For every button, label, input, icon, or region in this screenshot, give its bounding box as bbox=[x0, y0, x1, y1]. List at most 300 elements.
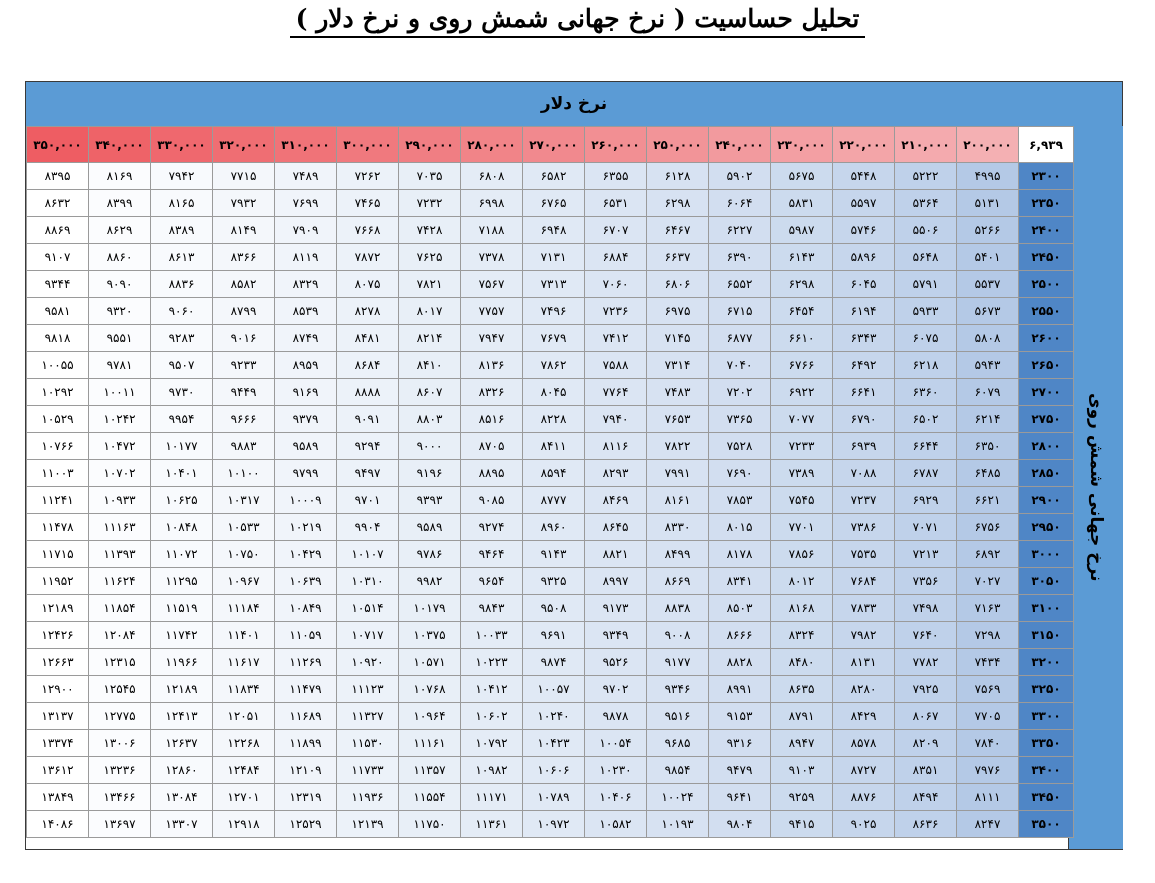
column-header: ۳۵۰,۰۰۰ bbox=[27, 127, 89, 163]
value-cell: ۱۰۷۶۸ bbox=[399, 676, 461, 703]
value-cell: ۹۱۹۶ bbox=[399, 460, 461, 487]
value-cell: ۹۱۷۷ bbox=[647, 649, 709, 676]
table-row bbox=[27, 298, 1074, 325]
value-cell: ۸۴۲۹ bbox=[833, 703, 895, 730]
value-cell: ۶۷۸۷ bbox=[895, 460, 957, 487]
value-cell: ۷۸۵۳ bbox=[709, 487, 771, 514]
value-cell: ۱۱۳۵۷ bbox=[399, 757, 461, 784]
value-cell: ۱۲۲۶۸ bbox=[213, 730, 275, 757]
value-cell: ۹۱۴۳ bbox=[523, 541, 585, 568]
value-cell: ۸۲۸۰ bbox=[833, 676, 895, 703]
value-cell: ۶۳۴۳ bbox=[833, 325, 895, 352]
value-cell: ۸۴۱۱ bbox=[523, 433, 585, 460]
value-cell: ۱۱۵۱۹ bbox=[151, 595, 213, 622]
value-cell: ۸۰۱۵ bbox=[709, 514, 771, 541]
value-cell: ۹۳۴۴ bbox=[27, 271, 89, 298]
page-title: تحلیل حساسیت ( نرخ جهانی شمش روی و نرخ دلار ) bbox=[290, 4, 866, 38]
row-axis-label: نرخ جهانی شمش روی bbox=[1086, 393, 1106, 582]
value-cell: ۸۳۶۶ bbox=[213, 244, 275, 271]
value-cell: ۱۲۶۳۷ bbox=[151, 730, 213, 757]
value-cell: ۷۵۳۵ bbox=[833, 541, 895, 568]
corner-value: ۶,۹۳۹ bbox=[1019, 127, 1074, 163]
value-cell: ۱۱۳۶۱ bbox=[461, 811, 523, 838]
value-cell: ۱۳۳۰۷ bbox=[151, 811, 213, 838]
value-cell: ۱۰۰۳۳ bbox=[461, 622, 523, 649]
value-cell: ۹۱۶۹ bbox=[275, 379, 337, 406]
value-cell: ۹۸۷۴ bbox=[523, 649, 585, 676]
value-cell: ۹۰۰۸ bbox=[647, 622, 709, 649]
value-cell: ۶۷۰۷ bbox=[585, 217, 647, 244]
value-cell: ۱۰۹۳۳ bbox=[89, 487, 151, 514]
value-cell: ۱۰۴۲۹ bbox=[275, 541, 337, 568]
value-cell: ۶۳۹۰ bbox=[709, 244, 771, 271]
value-cell: ۸۵۰۳ bbox=[709, 595, 771, 622]
value-cell: ۹۵۵۱ bbox=[89, 325, 151, 352]
column-header: ۲۶۰,۰۰۰ bbox=[585, 127, 647, 163]
value-cell: ۷۹۳۲ bbox=[213, 190, 275, 217]
value-cell: ۸۲۰۹ bbox=[895, 730, 957, 757]
table-row bbox=[27, 379, 1074, 406]
value-cell: ۱۲۴۸۴ bbox=[213, 757, 275, 784]
value-cell: ۸۳۲۹ bbox=[275, 271, 337, 298]
row-header: ۲۷۰۰ bbox=[1019, 379, 1074, 406]
value-cell: ۸۱۶۵ bbox=[151, 190, 213, 217]
value-cell: ۷۴۳۴ bbox=[957, 649, 1019, 676]
value-cell: ۱۲۷۷۵ bbox=[89, 703, 151, 730]
value-cell: ۸۴۹۴ bbox=[895, 784, 957, 811]
value-cell: ۹۰۱۶ bbox=[213, 325, 275, 352]
value-cell: ۹۱۵۳ bbox=[709, 703, 771, 730]
value-cell: ۸۸۰۳ bbox=[399, 406, 461, 433]
value-cell: ۶۶۴۱ bbox=[833, 379, 895, 406]
value-cell: ۱۲۴۱۳ bbox=[151, 703, 213, 730]
value-cell: ۵۵۹۷ bbox=[833, 190, 895, 217]
value-cell: ۱۱۱۶۳ bbox=[89, 514, 151, 541]
column-header: ۲۲۰,۰۰۰ bbox=[833, 127, 895, 163]
value-cell: ۹۸۷۸ bbox=[585, 703, 647, 730]
row-header: ۳۰۵۰ bbox=[1019, 568, 1074, 595]
value-cell: ۷۵۸۸ bbox=[585, 352, 647, 379]
value-cell: ۱۰۷۵۰ bbox=[213, 541, 275, 568]
value-cell: ۹۰۰۰ bbox=[399, 433, 461, 460]
value-cell: ۷۰۸۸ bbox=[833, 460, 895, 487]
value-cell: ۹۴۶۴ bbox=[461, 541, 523, 568]
value-cell: ۷۳۱۳ bbox=[523, 271, 585, 298]
value-cell: ۹۵۸۹ bbox=[399, 514, 461, 541]
value-cell: ۸۰۱۷ bbox=[399, 298, 461, 325]
value-cell: ۱۱۶۲۴ bbox=[89, 568, 151, 595]
value-cell: ۷۷۰۵ bbox=[957, 703, 1019, 730]
value-cell: ۹۳۹۳ bbox=[399, 487, 461, 514]
table-row bbox=[27, 217, 1074, 244]
column-header: ۳۴۰,۰۰۰ bbox=[89, 127, 151, 163]
value-cell: ۱۲۱۸۹ bbox=[151, 676, 213, 703]
value-cell: ۹۷۳۰ bbox=[151, 379, 213, 406]
value-cell: ۱۱۱۲۳ bbox=[337, 676, 399, 703]
value-cell: ۸۶۱۳ bbox=[151, 244, 213, 271]
value-cell: ۵۳۶۴ bbox=[895, 190, 957, 217]
value-cell: ۸۴۱۰ bbox=[399, 352, 461, 379]
value-cell: ۱۰۰۵۵ bbox=[27, 352, 89, 379]
value-cell: ۷۴۲۸ bbox=[399, 217, 461, 244]
value-cell: ۱۲۰۵۱ bbox=[213, 703, 275, 730]
value-cell: ۱۰۱۰۷ bbox=[337, 541, 399, 568]
table-row bbox=[27, 190, 1074, 217]
row-header: ۳۲۰۰ bbox=[1019, 649, 1074, 676]
value-cell: ۷۸۴۰ bbox=[957, 730, 1019, 757]
value-cell: ۴۹۹۵ bbox=[957, 163, 1019, 190]
table-row bbox=[27, 676, 1074, 703]
value-cell: ۷۲۳۷ bbox=[833, 487, 895, 514]
value-cell: ۹۴۴۹ bbox=[213, 379, 275, 406]
value-cell: ۶۹۲۹ bbox=[895, 487, 957, 514]
value-cell: ۸۳۵۱ bbox=[895, 757, 957, 784]
value-cell: ۸۵۷۸ bbox=[833, 730, 895, 757]
value-cell: ۱۱۳۲۷ bbox=[337, 703, 399, 730]
value-cell: ۷۶۵۳ bbox=[647, 406, 709, 433]
value-cell: ۸۸۳۸ bbox=[647, 595, 709, 622]
value-cell: ۷۲۳۲ bbox=[399, 190, 461, 217]
value-cell: ۶۵۰۲ bbox=[895, 406, 957, 433]
value-cell: ۸۶۰۷ bbox=[399, 379, 461, 406]
value-cell: ۸۵۱۶ bbox=[461, 406, 523, 433]
value-cell: ۱۱۴۰۱ bbox=[213, 622, 275, 649]
value-cell: ۱۰۹۲۰ bbox=[337, 649, 399, 676]
value-cell: ۱۰۹۶۴ bbox=[399, 703, 461, 730]
value-cell: ۱۰۶۰۶ bbox=[523, 757, 585, 784]
row-header: ۲۳۵۰ bbox=[1019, 190, 1074, 217]
row-header: ۲۴۵۰ bbox=[1019, 244, 1074, 271]
value-cell: ۱۱۵۵۴ bbox=[399, 784, 461, 811]
value-cell: ۸۸۸۸ bbox=[337, 379, 399, 406]
value-cell: ۱۰۵۲۹ bbox=[27, 406, 89, 433]
table-row bbox=[27, 730, 1074, 757]
value-cell: ۱۰۲۳۰ bbox=[585, 757, 647, 784]
value-cell: ۱۱۷۵۰ bbox=[399, 811, 461, 838]
value-cell: ۱۲۰۸۴ bbox=[89, 622, 151, 649]
value-cell: ۸۷۲۷ bbox=[833, 757, 895, 784]
value-cell: ۱۱۶۸۹ bbox=[275, 703, 337, 730]
value-cell: ۶۳۶۰ bbox=[895, 379, 957, 406]
value-cell: ۸۸۳۶ bbox=[151, 271, 213, 298]
value-cell: ۷۱۴۵ bbox=[647, 325, 709, 352]
value-cell: ۶۱۴۳ bbox=[771, 244, 833, 271]
value-cell: ۸۶۲۹ bbox=[89, 217, 151, 244]
value-cell: ۱۳۰۰۶ bbox=[89, 730, 151, 757]
value-cell: ۸۹۹۷ bbox=[585, 568, 647, 595]
value-cell: ۶۲۱۴ bbox=[957, 406, 1019, 433]
value-cell: ۱۲۹۱۸ bbox=[213, 811, 275, 838]
column-header: ۲۰۰,۰۰۰ bbox=[957, 127, 1019, 163]
value-cell: ۸۳۹۹ bbox=[89, 190, 151, 217]
value-cell: ۱۳۰۸۴ bbox=[151, 784, 213, 811]
value-cell: ۱۰۱۷۹ bbox=[399, 595, 461, 622]
value-cell: ۱۱۸۳۴ bbox=[213, 676, 275, 703]
value-cell: ۱۱۹۶۶ bbox=[151, 649, 213, 676]
value-cell: ۱۱۷۱۵ bbox=[27, 541, 89, 568]
table-row bbox=[27, 649, 1074, 676]
value-cell: ۸۹۶۰ bbox=[523, 514, 585, 541]
value-cell: ۵۶۷۳ bbox=[957, 298, 1019, 325]
value-cell: ۹۷۰۱ bbox=[337, 487, 399, 514]
value-cell: ۸۱۳۶ bbox=[461, 352, 523, 379]
value-cell: ۶۰۶۴ bbox=[709, 190, 771, 217]
value-cell: ۷۳۸۹ bbox=[771, 460, 833, 487]
value-cell: ۷۵۶۹ bbox=[957, 676, 1019, 703]
row-header: ۳۵۰۰ bbox=[1019, 811, 1074, 838]
row-header: ۲۸۵۰ bbox=[1019, 460, 1074, 487]
row-header: ۲۸۰۰ bbox=[1019, 433, 1074, 460]
column-header: ۲۹۰,۰۰۰ bbox=[399, 127, 461, 163]
row-header: ۳۰۰۰ bbox=[1019, 541, 1074, 568]
value-cell: ۹۹۸۲ bbox=[399, 568, 461, 595]
value-cell: ۵۶۴۸ bbox=[895, 244, 957, 271]
value-cell: ۸۸۶۹ bbox=[27, 217, 89, 244]
row-header: ۳۴۰۰ bbox=[1019, 757, 1074, 784]
value-cell: ۶۹۴۸ bbox=[523, 217, 585, 244]
value-cell: ۱۲۱۳۹ bbox=[337, 811, 399, 838]
value-cell: ۹۶۹۱ bbox=[523, 622, 585, 649]
value-cell: ۱۱۳۹۳ bbox=[89, 541, 151, 568]
value-cell: ۶۳۵۵ bbox=[585, 163, 647, 190]
value-cell: ۱۰۵۸۲ bbox=[585, 811, 647, 838]
value-cell: ۷۶۴۰ bbox=[895, 622, 957, 649]
value-cell: ۷۶۲۵ bbox=[399, 244, 461, 271]
value-cell: ۹۷۰۲ bbox=[585, 676, 647, 703]
value-cell: ۷۵۲۸ bbox=[709, 433, 771, 460]
value-cell: ۷۴۱۲ bbox=[585, 325, 647, 352]
value-cell: ۶۲۹۸ bbox=[771, 271, 833, 298]
value-cell: ۱۰۰۱۱ bbox=[89, 379, 151, 406]
value-cell: ۱۰۷۹۲ bbox=[461, 730, 523, 757]
value-cell: ۱۱۹۳۶ bbox=[337, 784, 399, 811]
value-cell: ۷۳۷۸ bbox=[461, 244, 523, 271]
value-cell: ۸۳۲۶ bbox=[461, 379, 523, 406]
value-cell: ۱۰۹۷۲ bbox=[523, 811, 585, 838]
value-cell: ۸۳۲۴ bbox=[771, 622, 833, 649]
value-cell: ۱۰۹۸۲ bbox=[461, 757, 523, 784]
value-cell: ۱۱۴۷۸ bbox=[27, 514, 89, 541]
value-cell: ۶۸۰۶ bbox=[647, 271, 709, 298]
column-header: ۲۴۰,۰۰۰ bbox=[709, 127, 771, 163]
row-header: ۳۲۵۰ bbox=[1019, 676, 1074, 703]
value-cell: ۱۰۲۴۰ bbox=[523, 703, 585, 730]
value-cell: ۱۰۹۶۷ bbox=[213, 568, 275, 595]
value-cell: ۱۲۴۲۶ bbox=[27, 622, 89, 649]
value-cell: ۸۷۷۷ bbox=[523, 487, 585, 514]
value-cell: ۹۶۸۵ bbox=[647, 730, 709, 757]
row-header: ۳۴۵۰ bbox=[1019, 784, 1074, 811]
value-cell: ۷۶۷۹ bbox=[523, 325, 585, 352]
value-cell: ۸۰۷۵ bbox=[337, 271, 399, 298]
value-cell: ۷۴۶۵ bbox=[337, 190, 399, 217]
value-cell: ۱۱۱۶۱ bbox=[399, 730, 461, 757]
value-cell: ۱۱۸۵۴ bbox=[89, 595, 151, 622]
value-cell: ۵۶۷۵ bbox=[771, 163, 833, 190]
table-row bbox=[27, 244, 1074, 271]
value-cell: ۶۵۳۱ bbox=[585, 190, 647, 217]
column-header: ۲۷۰,۰۰۰ bbox=[523, 127, 585, 163]
table-row bbox=[27, 568, 1074, 595]
value-cell: ۷۶۶۸ bbox=[337, 217, 399, 244]
value-cell: ۷۴۹۶ bbox=[523, 298, 585, 325]
value-cell: ۶۰۴۵ bbox=[833, 271, 895, 298]
value-cell: ۱۰۳۱۰ bbox=[337, 568, 399, 595]
value-cell: ۱۲۱۸۹ bbox=[27, 595, 89, 622]
column-header: ۲۸۰,۰۰۰ bbox=[461, 127, 523, 163]
value-cell: ۸۰۴۵ bbox=[523, 379, 585, 406]
value-cell: ۸۲۷۸ bbox=[337, 298, 399, 325]
value-cell: ۹۰۸۵ bbox=[461, 487, 523, 514]
value-cell: ۱۰۱۹۳ bbox=[647, 811, 709, 838]
value-cell: ۱۰۶۳۹ bbox=[275, 568, 337, 595]
value-cell: ۵۹۳۳ bbox=[895, 298, 957, 325]
value-cell: ۵۷۴۶ bbox=[833, 217, 895, 244]
value-cell: ۱۳۱۳۷ bbox=[27, 703, 89, 730]
value-cell: ۸۳۹۵ bbox=[27, 163, 89, 190]
value-cell: ۷۰۷۱ bbox=[895, 514, 957, 541]
value-cell: ۹۲۵۹ bbox=[771, 784, 833, 811]
value-cell: ۱۰۶۲۵ bbox=[151, 487, 213, 514]
value-cell: ۹۴۷۹ bbox=[709, 757, 771, 784]
value-cell: ۷۹۲۵ bbox=[895, 676, 957, 703]
value-cell: ۱۱۲۹۵ bbox=[151, 568, 213, 595]
value-cell: ۸۵۳۹ bbox=[275, 298, 337, 325]
value-cell: ۸۴۸۰ bbox=[771, 649, 833, 676]
value-cell: ۸۱۳۱ bbox=[833, 649, 895, 676]
value-cell: ۱۰۴۱۲ bbox=[461, 676, 523, 703]
value-cell: ۷۰۴۰ bbox=[709, 352, 771, 379]
value-cell: ۶۶۱۰ bbox=[771, 325, 833, 352]
value-cell: ۷۵۶۷ bbox=[461, 271, 523, 298]
value-cell: ۸۹۹۱ bbox=[709, 676, 771, 703]
value-cell: ۱۳۶۱۲ bbox=[27, 757, 89, 784]
value-cell: ۷۹۸۲ bbox=[833, 622, 895, 649]
value-cell: ۹۵۸۱ bbox=[27, 298, 89, 325]
value-cell: ۷۸۲۱ bbox=[399, 271, 461, 298]
value-cell: ۹۲۷۴ bbox=[461, 514, 523, 541]
value-cell: ۶۴۶۷ bbox=[647, 217, 709, 244]
value-cell: ۵۹۰۲ bbox=[709, 163, 771, 190]
table-row bbox=[27, 487, 1074, 514]
value-cell: ۸۱۷۸ bbox=[709, 541, 771, 568]
value-cell: ۹۹۰۴ bbox=[337, 514, 399, 541]
value-cell: ۶۷۵۶ bbox=[957, 514, 1019, 541]
value-cell: ۷۷۱۵ bbox=[213, 163, 275, 190]
value-cell: ۱۰۳۱۷ bbox=[213, 487, 275, 514]
row-header: ۲۴۰۰ bbox=[1019, 217, 1074, 244]
value-cell: ۷۰۷۷ bbox=[771, 406, 833, 433]
value-cell: ۸۰۱۲ bbox=[771, 568, 833, 595]
value-cell: ۷۱۶۳ bbox=[957, 595, 1019, 622]
value-cell: ۸۶۴۵ bbox=[585, 514, 647, 541]
value-cell: ۵۱۳۱ bbox=[957, 190, 1019, 217]
value-cell: ۸۲۲۸ bbox=[523, 406, 585, 433]
value-cell: ۸۸۶۰ bbox=[89, 244, 151, 271]
value-cell: ۱۱۲۶۹ bbox=[275, 649, 337, 676]
value-cell: ۷۷۶۴ bbox=[585, 379, 647, 406]
row-header: ۲۳۰۰ bbox=[1019, 163, 1074, 190]
value-cell: ۹۵۱۶ bbox=[647, 703, 709, 730]
sensitivity-table-frame bbox=[25, 81, 1123, 850]
value-cell: ۱۱۷۴۲ bbox=[151, 622, 213, 649]
value-cell: ۸۱۱۹ bbox=[275, 244, 337, 271]
value-cell: ۵۴۰۱ bbox=[957, 244, 1019, 271]
value-cell: ۷۳۸۶ bbox=[833, 514, 895, 541]
value-cell: ۷۴۸۹ bbox=[275, 163, 337, 190]
value-cell: ۸۸۷۶ bbox=[833, 784, 895, 811]
table-row bbox=[27, 595, 1074, 622]
value-cell: ۸۲۴۷ bbox=[957, 811, 1019, 838]
value-cell: ۷۱۳۱ bbox=[523, 244, 585, 271]
value-cell: ۱۱۱۸۴ bbox=[213, 595, 275, 622]
value-cell: ۸۶۳۵ bbox=[771, 676, 833, 703]
row-header: ۳۱۵۰ bbox=[1019, 622, 1074, 649]
value-cell: ۷۶۸۴ bbox=[833, 568, 895, 595]
row-header: ۲۹۰۰ bbox=[1019, 487, 1074, 514]
value-cell: ۶۸۰۸ bbox=[461, 163, 523, 190]
value-cell: ۹۰۹۰ bbox=[89, 271, 151, 298]
value-cell: ۱۱۷۳۳ bbox=[337, 757, 399, 784]
value-cell: ۱۴۰۸۶ bbox=[27, 811, 89, 838]
value-cell: ۷۳۵۶ bbox=[895, 568, 957, 595]
value-cell: ۱۰۰۲۴ bbox=[647, 784, 709, 811]
table-row bbox=[27, 352, 1074, 379]
row-header: ۳۳۰۰ bbox=[1019, 703, 1074, 730]
value-cell: ۷۸۲۲ bbox=[647, 433, 709, 460]
value-cell: ۶۴۸۵ bbox=[957, 460, 1019, 487]
value-cell: ۱۱۹۵۲ bbox=[27, 568, 89, 595]
value-cell: ۶۷۶۶ bbox=[771, 352, 833, 379]
value-cell: ۸۷۹۹ bbox=[213, 298, 275, 325]
value-cell: ۹۳۲۰ bbox=[89, 298, 151, 325]
value-cell: ۷۰۶۰ bbox=[585, 271, 647, 298]
value-cell: ۶۲۹۸ bbox=[647, 190, 709, 217]
value-cell: ۱۲۳۱۹ bbox=[275, 784, 337, 811]
value-cell: ۵۵۰۶ bbox=[895, 217, 957, 244]
value-cell: ۹۴۱۵ bbox=[771, 811, 833, 838]
table-row bbox=[27, 757, 1074, 784]
value-cell: ۹۵۸۹ bbox=[275, 433, 337, 460]
value-cell: ۸۹۵۹ bbox=[275, 352, 337, 379]
value-cell: ۱۲۶۶۳ bbox=[27, 649, 89, 676]
table-row bbox=[27, 271, 1074, 298]
value-cell: ۹۶۶۶ bbox=[213, 406, 275, 433]
table-row bbox=[27, 622, 1074, 649]
value-cell: ۱۰۱۰۰ bbox=[213, 460, 275, 487]
value-cell: ۱۳۳۷۴ bbox=[27, 730, 89, 757]
row-header: ۲۹۵۰ bbox=[1019, 514, 1074, 541]
value-cell: ۱۲۵۴۵ bbox=[89, 676, 151, 703]
value-cell: ۶۴۵۴ bbox=[771, 298, 833, 325]
value-cell: ۸۱۱۶ bbox=[585, 433, 647, 460]
value-cell: ۵۲۲۲ bbox=[895, 163, 957, 190]
value-cell: ۱۰۵۳۳ bbox=[213, 514, 275, 541]
value-cell: ۸۴۶۹ bbox=[585, 487, 647, 514]
row-axis-header bbox=[1068, 126, 1123, 849]
value-cell: ۱۰۲۱۹ bbox=[275, 514, 337, 541]
value-cell: ۹۸۱۸ bbox=[27, 325, 89, 352]
value-cell: ۷۷۰۱ bbox=[771, 514, 833, 541]
value-cell: ۸۶۶۶ bbox=[709, 622, 771, 649]
table-row bbox=[27, 163, 1074, 190]
value-cell: ۸۱۴۹ bbox=[213, 217, 275, 244]
value-cell: ۸۳۸۹ bbox=[151, 217, 213, 244]
value-cell: ۱۱۶۱۷ bbox=[213, 649, 275, 676]
column-header: ۳۱۰,۰۰۰ bbox=[275, 127, 337, 163]
value-cell: ۱۰۲۲۳ bbox=[461, 649, 523, 676]
title-container bbox=[0, 4, 1155, 38]
